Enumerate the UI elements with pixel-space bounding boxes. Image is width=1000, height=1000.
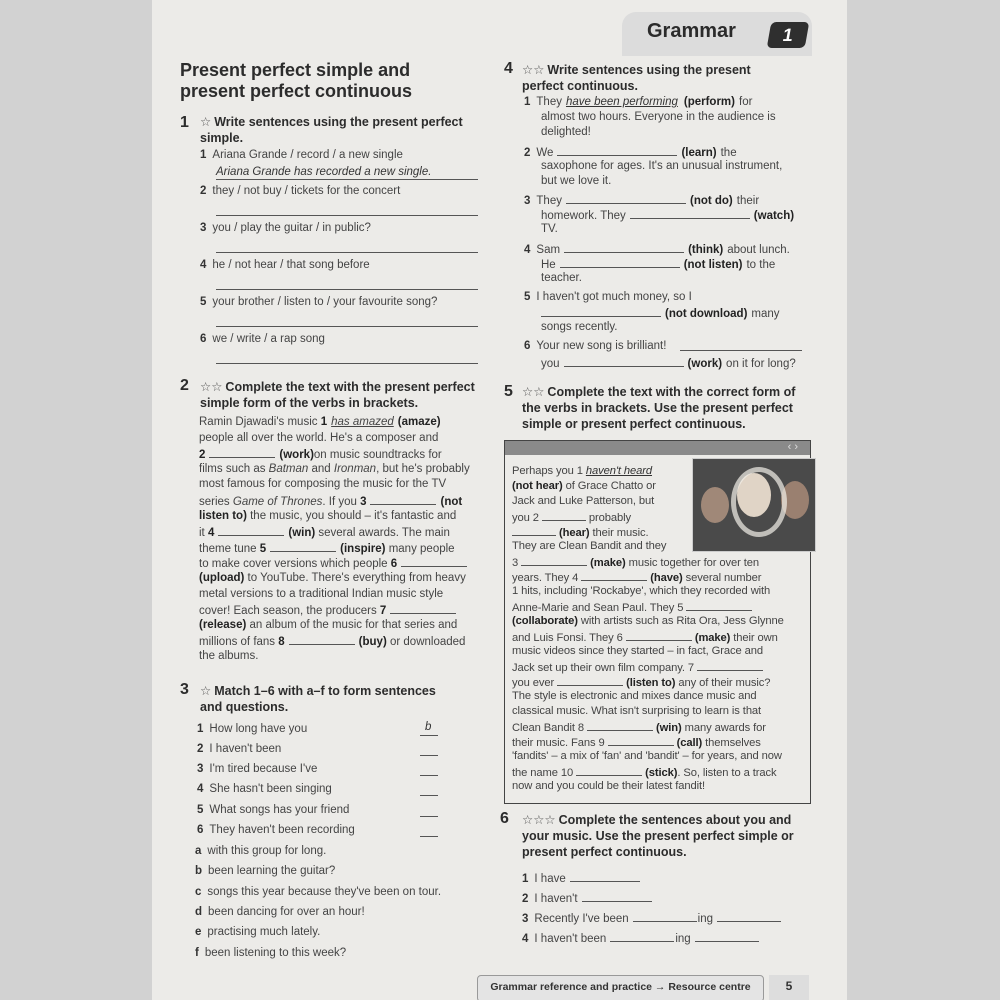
bracket-verb: (work): [687, 358, 723, 370]
answer-blank[interactable]: [218, 524, 284, 536]
exercise-4-line: [541, 320, 618, 335]
exercise-2-instruction: ☆☆ Complete the text with the present perfect simple form of the verbs in brackets.: [200, 380, 475, 410]
text-span: theme tune: [199, 542, 260, 555]
exercise-4-number: 4: [504, 60, 513, 77]
answer-blank[interactable]: [570, 870, 640, 882]
bracket-verb: 1: [320, 416, 328, 428]
answer-blank[interactable]: [581, 569, 647, 581]
item-text: I haven't got much money, so I: [536, 291, 692, 303]
exercise-6-instruction: ☆☆☆ Complete the sentences about you and your music. Use the present perfect simple or present perfect continuous.: [522, 813, 794, 859]
text-span: and Luis Fonsi. They 6: [512, 632, 626, 644]
answer-blank[interactable]: [557, 144, 677, 156]
item-prompt: he / not hear / that song before: [212, 259, 370, 271]
exercise-2-line: [199, 618, 457, 633]
bracket-verb: 2: [199, 449, 206, 462]
answer-line[interactable]: [680, 350, 802, 351]
answer-blank[interactable]: [370, 493, 436, 505]
exercise-2-line: [199, 633, 465, 650]
exercise-3-item: [197, 782, 332, 797]
item-number: 2: [522, 893, 529, 905]
exercise-1-item: [200, 184, 400, 199]
text-span: Jack set up their own film company. 7: [512, 662, 698, 674]
item-text: songs recently.: [541, 321, 618, 333]
bracket-verb: (hear): [559, 527, 590, 539]
text-span: many awards for: [681, 722, 766, 734]
exercise-6-item: [522, 870, 640, 887]
item-text: you: [541, 358, 560, 370]
bracket-verb: (not do): [689, 195, 733, 207]
item-text: I'm tired because I've: [209, 763, 318, 775]
exercise-3-option: [195, 925, 320, 940]
title-text: Batman: [268, 462, 309, 475]
text-span: their music.: [589, 527, 649, 539]
item-number: 3: [524, 195, 531, 207]
text-span: Anne-Marie and Sean Paul. They 5: [512, 602, 687, 614]
item-text: homework. They: [541, 210, 626, 222]
exercise-6-number: 6: [500, 810, 509, 827]
text-span: their own: [730, 632, 778, 644]
item-text: What songs has your friend: [209, 804, 350, 816]
item-number: 4: [522, 933, 529, 945]
example-answer: Ariana Grande has recorded a new single.: [216, 166, 432, 178]
option-text: songs this year because they've been on tour.: [207, 886, 442, 898]
item-text: She hasn't been singing: [209, 783, 332, 795]
item-number: 2: [200, 185, 207, 197]
text-span: 3: [512, 557, 522, 569]
answer-blank[interactable]: [289, 633, 355, 645]
item-prompt: we / write / a rap song: [212, 333, 325, 345]
exercise-2-line: [199, 415, 441, 430]
exercise-2-number: 2: [180, 377, 189, 394]
text-span: the music, you should – it's fantastic and: [246, 509, 457, 522]
exercise-3-option: [195, 885, 441, 900]
answer-blank[interactable]: [630, 207, 750, 219]
item-number: 2: [197, 743, 204, 755]
bracket-verb: (stick): [645, 767, 678, 779]
exercise-2-line: [199, 587, 443, 602]
answer-blank[interactable]: [209, 446, 275, 458]
item-text: the: [720, 147, 737, 159]
exercise-3-instruction: ☆ Match 1–6 with a–f to form sentences and questions.: [200, 684, 436, 714]
text-span: series: [199, 496, 233, 508]
item-text: their: [736, 195, 760, 207]
bracket-verb: (learn): [681, 147, 717, 159]
exercise-2-line: [199, 462, 470, 477]
option-letter: e: [195, 926, 202, 938]
item-text: TV.: [541, 223, 558, 235]
exercise-2-line: [199, 540, 455, 557]
exercise-4-line: [541, 174, 611, 189]
answer-blank[interactable]: [608, 734, 674, 746]
text-span: They are Clean Bandit and they: [512, 540, 667, 552]
exercise-1-item: [200, 295, 437, 310]
answer-line[interactable]: [216, 252, 478, 253]
text-span: their music. Fans 9: [512, 737, 608, 749]
text-span: and: [308, 462, 334, 475]
exercise-5-line: [512, 614, 784, 629]
exercise-5-line: [512, 749, 782, 764]
item-text: Your new song is brilliant!: [536, 340, 667, 352]
item-text: on it for long?: [726, 358, 796, 370]
exercise-2-line: [199, 602, 460, 619]
bracket-verb: (perform): [683, 96, 735, 108]
item-text: They haven't been recording: [209, 824, 355, 836]
exercise-4-instruction: ☆☆ Write sentences using the present perfect continuous.: [522, 63, 751, 93]
face-left: [701, 487, 729, 523]
exercise-2-line: [199, 493, 462, 510]
item-text: almost two hours. Everyone in the audience is: [541, 111, 776, 123]
answer-blank[interactable]: [541, 305, 661, 317]
item-number: 4: [200, 259, 207, 271]
answer-blank[interactable]: [633, 910, 697, 922]
option-text: been learning the guitar?: [208, 865, 336, 877]
answer-blank[interactable]: [557, 674, 623, 686]
text-span: Ramin Djawadi's music: [199, 416, 321, 428]
exercise-1-item: [200, 258, 370, 273]
item-text: They: [536, 195, 562, 207]
answer-blank[interactable]: [686, 599, 752, 611]
exercise-4-line: [524, 290, 692, 305]
item-number: 5: [200, 296, 207, 308]
item-text: I have: [534, 873, 566, 885]
option-letter: b: [195, 865, 203, 877]
page-title: Present perfect simple and present perfect continuous: [180, 60, 413, 101]
exercise-6-item: [522, 890, 652, 907]
answer-line[interactable]: [216, 215, 478, 216]
hair-highlight: [731, 467, 787, 537]
section-title: Grammar: [647, 20, 736, 42]
bracket-verb: (amaze): [397, 416, 441, 428]
item-text: How long have you: [209, 723, 308, 735]
exercise-2-line: [199, 431, 438, 446]
exercise-5-number: 5: [504, 383, 513, 400]
exercise-4-line: [541, 271, 582, 286]
exercise-3-item: [197, 823, 355, 838]
item-number: 4: [197, 783, 204, 795]
item-text: delighted!: [541, 126, 591, 138]
item-number: 5: [524, 291, 531, 303]
text-span: most famous for composing the music for the TV: [199, 478, 447, 491]
text-span: , but he's probably: [376, 462, 470, 475]
text-span: the name 10: [512, 767, 577, 779]
match-answer-line[interactable]: [420, 836, 438, 837]
bracket-verb: (call): [676, 737, 703, 749]
text-span: on music soundtracks for: [313, 449, 442, 462]
bracket-verb: (release): [199, 618, 247, 631]
bracket-verb: (watch): [753, 210, 795, 222]
text-span: . So, listen to a track: [677, 767, 777, 779]
exercise-3-item: [197, 803, 349, 818]
exercise-1-instruction: ☆ Write sentences using the present perfect simple.: [200, 115, 463, 145]
item-text: to the: [746, 259, 776, 271]
exercise-5-line: [512, 464, 652, 479]
item-number: 6: [524, 340, 531, 352]
text-span: it: [199, 527, 208, 540]
answer-blank[interactable]: [390, 602, 456, 614]
bracket-verb: (upload): [199, 572, 245, 584]
bracket-verb: (not: [440, 496, 463, 508]
answer-blank[interactable]: [401, 555, 467, 567]
match-answer-line[interactable]: [420, 755, 438, 756]
text-span: an album of the music for that series and: [246, 618, 458, 631]
item-text: They: [536, 96, 562, 108]
bracket-verb: (make): [590, 557, 626, 569]
item-prompt: your brother / listen to / your favourite song?: [212, 296, 438, 308]
item-text: He: [541, 259, 556, 271]
exercise-2-line: [199, 477, 446, 492]
suffix-text: ing: [697, 913, 714, 925]
item-number: 6: [200, 333, 207, 345]
option-letter: c: [195, 886, 202, 898]
exercise-5-line: [512, 494, 654, 509]
bracket-verb: 4: [207, 527, 215, 540]
answer-blank[interactable]: [564, 355, 684, 367]
option-letter: f: [195, 947, 199, 959]
item-number: 1: [522, 873, 529, 885]
item-text: I haven't: [534, 893, 578, 905]
item-text: I haven't been: [534, 933, 607, 945]
text-span: or downloaded: [386, 636, 466, 649]
item-prompt: they / not buy / tickets for the concert: [212, 185, 401, 197]
match-answer-line[interactable]: [420, 775, 438, 776]
item-number: 1: [200, 149, 207, 161]
item-text: Recently I've been: [534, 913, 629, 925]
title-text: Ironman: [333, 462, 377, 475]
exercise-6-item: [522, 910, 781, 927]
title-text: Game of Thrones: [232, 496, 323, 508]
bracket-verb: 6: [390, 558, 398, 571]
item-text: We: [536, 147, 554, 159]
item-number: 3: [200, 222, 207, 234]
example-answer: has amazed: [331, 416, 394, 428]
bracket-verb: (make): [694, 632, 731, 644]
nav-arrows-icon: ‹ ›: [787, 441, 798, 453]
bracket-verb: (not hear): [512, 480, 563, 492]
bracket-verb: 8: [278, 636, 285, 649]
answer-blank[interactable]: [542, 509, 586, 521]
bracket-verb: 7: [379, 605, 387, 618]
exercise-5-line: [512, 584, 770, 599]
option-text: practising much lately.: [207, 926, 321, 938]
item-text: about lunch.: [727, 244, 790, 256]
text-span: with artists such as Rita Ora, Jess Glynne: [577, 615, 784, 627]
bracket-verb: (have): [650, 572, 683, 584]
exercise-2-line: [199, 571, 466, 586]
exercise-4-line: [541, 222, 558, 237]
example-answer: haven't heard: [585, 465, 653, 477]
item-number: 6: [197, 824, 204, 836]
page-number: 5: [769, 975, 809, 1000]
answer-blank[interactable]: [576, 764, 642, 776]
bracket-verb: 5: [259, 542, 267, 555]
bracket-verb: (collaborate): [512, 615, 578, 627]
exercise-4-line: [524, 339, 666, 354]
exercise-3-option: [195, 864, 335, 879]
item-text: teacher.: [541, 272, 582, 284]
exercise-2-line: [199, 446, 442, 463]
text-span: you 2: [512, 512, 542, 524]
exercise-2-line: [199, 524, 450, 541]
item-text: but we love it.: [541, 175, 612, 187]
answer-blank[interactable]: [582, 890, 652, 902]
item-text: saxophone for ages. It's an unusual instrument,: [541, 160, 783, 172]
exercise-5-line: [512, 704, 761, 719]
item-prompt: you / play the guitar / in public?: [212, 222, 371, 234]
text-box-bar: [505, 441, 810, 455]
item-number: 2: [524, 147, 531, 159]
exercise-5-line: [512, 479, 656, 494]
exercise-4-line: [541, 110, 776, 125]
item-number: 3: [197, 763, 204, 775]
band-photo: [692, 458, 816, 552]
bracket-verb: (win): [288, 527, 316, 540]
item-number: 3: [522, 913, 529, 925]
text-span: themselves: [702, 737, 761, 749]
text-span: 'fandits' – a mix of 'fan' and 'bandit' – for years, and now: [512, 750, 782, 762]
text-span: several awards. The main: [315, 527, 450, 540]
answer-blank[interactable]: [512, 524, 556, 536]
unit-badge: 1: [767, 22, 810, 48]
option-letter: a: [195, 845, 202, 857]
text-span: to YouTube. There's everything from heavy: [244, 572, 466, 584]
text-span: music together for over ten: [625, 557, 760, 569]
answer-line[interactable]: [216, 326, 478, 327]
item-number: 4: [524, 244, 531, 256]
answer-blank[interactable]: [697, 659, 763, 671]
text-span: Perhaps you 1: [512, 465, 586, 477]
answer-blank[interactable]: [564, 241, 684, 253]
bracket-verb: (win): [656, 722, 682, 734]
exercise-5-line: [512, 644, 763, 659]
item-prompt: Ariana Grande / record / a new single: [212, 149, 403, 161]
exercise-4-line: [541, 159, 782, 174]
exercise-4-line: [524, 95, 752, 110]
text-span: to make cover versions which people: [199, 558, 391, 571]
text-span: you ever: [512, 677, 558, 689]
example-answer: have been performing: [565, 96, 678, 108]
text-span: . If you: [322, 496, 361, 508]
text-span: any of their music?: [675, 677, 771, 689]
exercise-1-item: [200, 221, 371, 236]
bracket-verb: (not listen): [683, 259, 743, 271]
exercise-3-number: 3: [180, 681, 189, 698]
resource-centre-link[interactable]: Grammar reference and practice → Resource centre: [477, 975, 764, 1000]
exercise-5-line: [512, 539, 666, 554]
exercise-2-line: [199, 555, 471, 572]
exercise-5-line: [512, 689, 756, 704]
example-answer: b: [425, 721, 432, 733]
item-text: many: [751, 308, 780, 320]
text-span: of Grace Chatto or: [562, 480, 656, 492]
exercise-2-line: [199, 649, 258, 664]
exercise-4-line: [541, 355, 796, 372]
bracket-verb: (listen to): [626, 677, 676, 689]
text-span: cover! Each season, the producers: [199, 605, 380, 618]
answer-blank[interactable]: [560, 256, 680, 268]
suffix-text: ing: [675, 933, 691, 945]
match-answer-line[interactable]: [420, 735, 438, 736]
option-text: with this group for long.: [207, 845, 327, 857]
text-span: Clean Bandit 8: [512, 722, 587, 734]
text-span: Jack and Luke Patterson, but: [512, 495, 655, 507]
answer-blank[interactable]: [717, 910, 781, 922]
bracket-verb: 3: [360, 496, 367, 508]
item-text: for: [739, 96, 753, 108]
text-span: probably: [585, 512, 632, 524]
text-span: 1 hits, including 'Rockabye', which they recorded with: [512, 585, 771, 597]
text-span: millions of fans: [199, 636, 279, 649]
exercise-3-item: [197, 722, 307, 737]
exercise-1-item: [200, 148, 403, 163]
answer-blank[interactable]: [587, 719, 653, 731]
text-span: several number: [682, 572, 762, 584]
item-number: 5: [197, 804, 204, 816]
answer-blank[interactable]: [626, 629, 692, 641]
text-span: The style is electronic and mixes dance music and: [512, 690, 757, 702]
answer-line[interactable]: [216, 179, 478, 180]
text-span: films such as: [199, 462, 269, 475]
text-span: people all over the world. He's a composer and: [199, 431, 439, 444]
option-text: been listening to this week?: [204, 947, 347, 959]
bracket-verb: (work): [279, 449, 314, 462]
item-number: 1: [524, 96, 531, 108]
exercise-3-item: [197, 762, 317, 777]
bracket-verb: (buy): [358, 636, 387, 649]
text-span: many people: [385, 542, 455, 555]
answer-blank[interactable]: [521, 554, 587, 566]
answer-blank[interactable]: [566, 192, 686, 204]
text-span: now and you could be their latest fandit!: [512, 780, 706, 792]
bracket-verb: listen to): [199, 509, 247, 522]
answer-blank[interactable]: [270, 540, 336, 552]
text-span: years. They 4: [512, 572, 582, 584]
item-text: Sam: [536, 244, 561, 256]
exercise-6-item: [522, 930, 759, 947]
exercise-1-item: [200, 332, 325, 347]
exercise-3-option: [195, 905, 365, 920]
answer-line[interactable]: [216, 289, 478, 290]
workbook-page: [152, 0, 847, 1000]
bracket-verb: (not download): [665, 308, 748, 320]
option-letter: d: [195, 906, 203, 918]
exercise-5-instruction: ☆☆ Complete the text with the correct form of the verbs in brackets. Use the present perfect simple or present perfect continuous.: [522, 385, 796, 431]
answer-blank[interactable]: [695, 930, 759, 942]
item-number: 1: [197, 723, 204, 735]
text-span: metal versions to a traditional Indian music style: [199, 587, 444, 600]
answer-blank[interactable]: [610, 930, 674, 942]
exercise-4-line: [541, 125, 591, 140]
exercise-1-number: 1: [180, 114, 189, 131]
exercise-3-item: [197, 742, 281, 757]
text-span: classical music. What isn't surprising to learn is that: [512, 705, 762, 717]
option-text: been dancing for over an hour!: [208, 906, 365, 918]
exercise-3-option: [195, 946, 346, 961]
answer-line[interactable]: [216, 363, 478, 364]
match-answer-line[interactable]: [420, 816, 438, 817]
bracket-verb: (inspire): [340, 542, 386, 555]
exercise-2-line: [199, 509, 456, 524]
bracket-verb: (think): [688, 244, 724, 256]
text-span: the albums.: [199, 650, 259, 662]
match-answer-line[interactable]: [420, 795, 438, 796]
exercise-5-line: [512, 779, 705, 794]
text-span: music videos since they started – in fact, Grace and: [512, 645, 763, 657]
exercise-4-line: [541, 207, 798, 224]
item-text: I haven't been: [209, 743, 282, 755]
exercise-3-option: [195, 844, 326, 859]
